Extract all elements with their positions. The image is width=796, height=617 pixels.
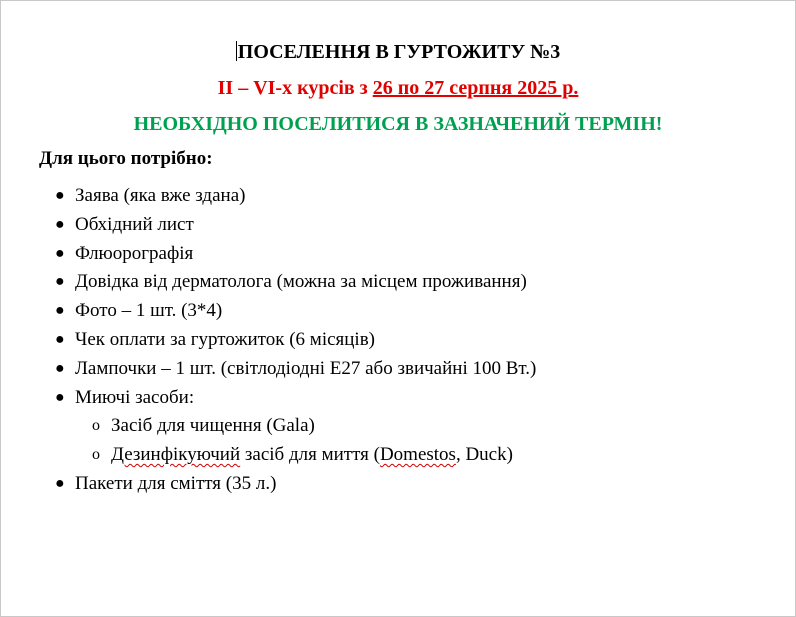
list-item <box>0 384 536 413</box>
requirements-intro: Для цього потрібно: <box>39 148 213 169</box>
list-item <box>0 268 536 297</box>
list-item-text: Флюорографія <box>75 242 194 264</box>
bullet-icon: ● <box>55 215 65 233</box>
bullet-icon: ● <box>55 244 65 262</box>
sub-list-item-text: Засіб для чищення (Gala) <box>111 415 315 437</box>
bullet-icon: ● <box>55 388 65 406</box>
sub-list-item <box>0 412 536 441</box>
list-item-text: Пакети для сміття (35 л.) <box>75 472 277 494</box>
list-item <box>0 297 536 326</box>
document-title <box>0 40 796 64</box>
bullet-icon: ● <box>55 474 65 492</box>
subtitle-prefix: ІІ – VІ-х курсів з <box>217 77 373 99</box>
list-item-text: Чек оплати за гуртожиток (6 місяців) <box>75 328 376 350</box>
list-item <box>0 326 536 355</box>
list-item <box>0 240 536 269</box>
list-item-text: Фото – 1 шт. (3*4) <box>75 300 223 322</box>
document-subtitle <box>0 76 796 100</box>
circle-bullet-icon: o <box>92 446 100 464</box>
list-item-text: Довідка від дерматолога (можна за місцем проживання) <box>75 271 527 293</box>
requirements-list <box>0 182 536 499</box>
list-item <box>0 355 536 384</box>
misspelled-word[interactable]: Дезинфікуючий <box>111 444 241 466</box>
bullet-icon: ● <box>55 187 65 204</box>
list-item-text: Лампочки – 1 шт. (світлодіодні Е27 або звичайні 100 Вт.) <box>75 357 537 379</box>
bullet-icon: ● <box>55 273 65 291</box>
bullet-icon: ● <box>55 359 65 377</box>
misspelled-word[interactable]: Domestos <box>379 444 456 466</box>
text-cursor <box>236 41 237 61</box>
subtitle-dates: 26 по 27 серпня 2025 р. <box>372 77 579 99</box>
list-item <box>0 211 536 240</box>
list-item-text: Заява (яка вже здана) <box>75 185 246 206</box>
bullet-icon: ● <box>55 330 65 348</box>
sub-list-item <box>0 441 536 470</box>
list-item-text: Обхідний лист <box>75 213 194 235</box>
sub-list-item-text: , Duck) <box>455 444 513 466</box>
sub-list-item-text: засіб для миття ( <box>240 444 380 466</box>
list-item <box>0 470 536 499</box>
deadline-notice: НЕОБХІДНО ПОСЕЛИТИСЯ В ЗАЗНАЧЕНИЙ ТЕРМІН! <box>133 113 663 135</box>
list-item <box>0 182 536 211</box>
title-text: ПОСЕЛЕННЯ В ГУРТОЖИТУ №3 <box>237 41 561 63</box>
list-item-text: Миючі засоби: <box>75 386 195 408</box>
bullet-icon: ● <box>55 302 65 320</box>
circle-bullet-icon: o <box>92 417 100 435</box>
